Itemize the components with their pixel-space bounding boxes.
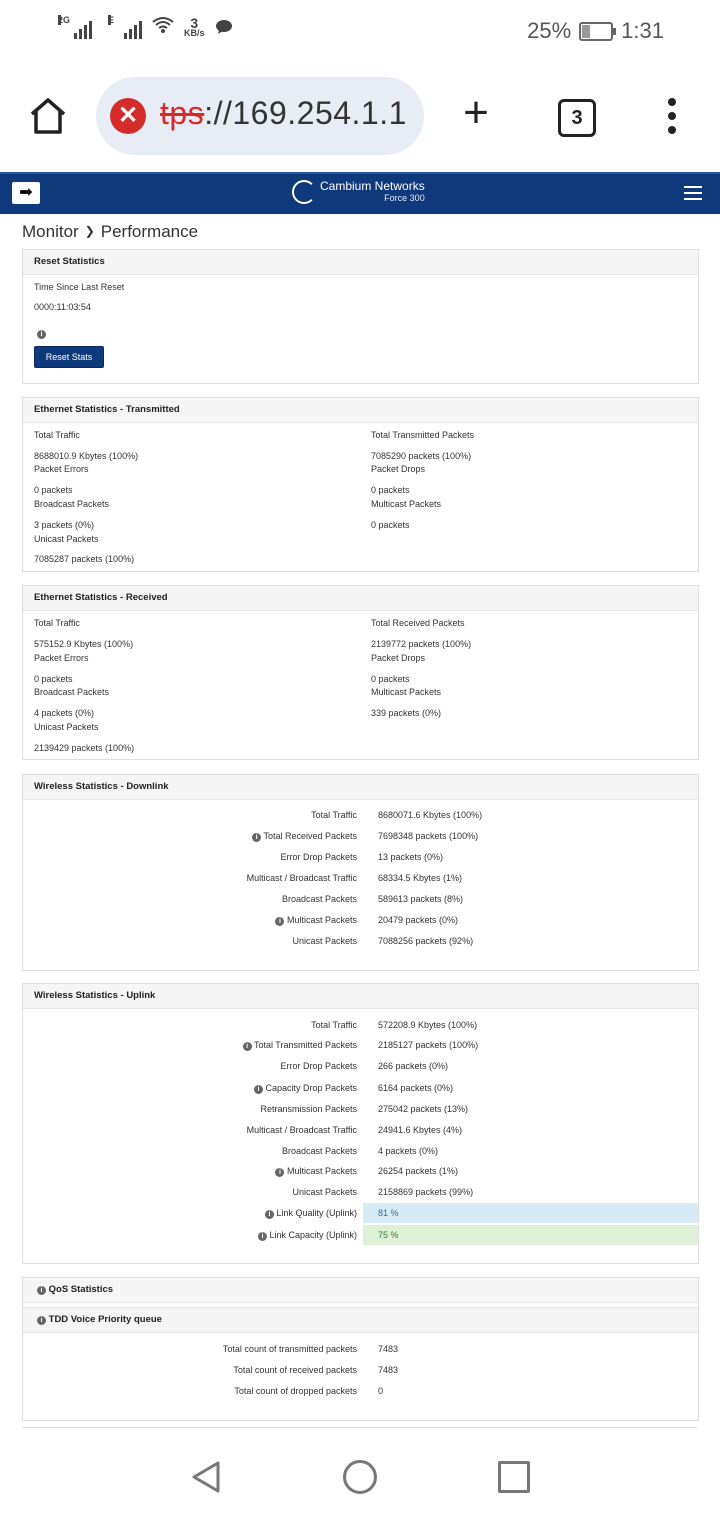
reset-stats-button[interactable]: Reset Stats — [34, 346, 104, 368]
hamburger-menu-icon[interactable] — [684, 186, 702, 200]
wifi-icon — [152, 16, 174, 40]
stat-label: Total Received Packets — [371, 618, 465, 628]
link-quality-highlight — [363, 1203, 698, 1223]
clock: 1:31 — [621, 18, 664, 43]
stat-row: Broadcast Packets 589613 packets (8%) — [281, 894, 464, 904]
tab-switcher-button[interactable]: 3 — [558, 99, 596, 137]
panel-title: Wireless Statistics - Uplink — [23, 984, 698, 1009]
stat-row: i Capacity Drop Packets 6164 packets (0%) — [23, 1078, 698, 1098]
stat-value: 0 packets — [371, 485, 410, 495]
brand-logo: Cambium Networks Force 300 — [292, 180, 425, 204]
url-text[interactable]: tps://169.254.1.1 — [160, 95, 407, 131]
signal-e-icon: E — [110, 17, 142, 39]
cambium-logo-icon — [292, 180, 316, 204]
reset-statistics-panel — [22, 249, 699, 384]
stat-row: Error Drop Packets 266 packets (0%) — [280, 1061, 449, 1071]
stat-value: 0 packets — [34, 485, 73, 495]
stat-row: Multicast / Broadcast Traffic 24941.6 Kbytes (4%) — [246, 1125, 463, 1135]
stat-row: Error Drop Packets 13 packets (0%) — [280, 852, 444, 862]
system-nav-bar — [0, 1430, 720, 1520]
stat-label: Unicast Packets — [34, 722, 99, 732]
stat-label: Multicast Packets — [371, 687, 442, 697]
stat-value: 4 packets (0%) — [34, 708, 95, 718]
stat-row: Unicast Packets 7088256 packets (92%) — [292, 936, 474, 946]
back-icon[interactable] — [190, 1460, 222, 1492]
stat-row: Broadcast Packets 4 packets (0%) — [281, 1146, 439, 1156]
stat-row: Total count of received packets 7483 — [233, 1365, 399, 1375]
qos-statistics-panel — [22, 1277, 699, 1421]
stat-label: Broadcast Packets — [34, 687, 110, 697]
info-icon[interactable]: i — [37, 330, 46, 339]
stat-row: Total count of dropped packets 0 — [234, 1386, 384, 1396]
stat-label: Packet Errors — [34, 653, 89, 663]
stat-value: 575152.9 Kbytes (100%) — [34, 639, 134, 649]
link-capacity-row: i Link Capacity (Uplink) 75 % — [23, 1225, 698, 1245]
stat-label: Unicast Packets — [34, 534, 99, 544]
stat-value: 0 packets — [371, 674, 410, 684]
stat-label: Broadcast Packets — [34, 499, 110, 509]
stat-value: 2139772 packets (100%) — [371, 639, 472, 649]
stat-label: Packet Errors — [34, 464, 89, 474]
panel-title: i QoS Statistics — [23, 1278, 698, 1303]
ethernet-rx-panel — [22, 585, 699, 760]
panel-title: Reset Statistics — [23, 250, 698, 275]
wireless-uplink-panel — [22, 983, 699, 1264]
panel-title: Wireless Statistics - Downlink — [23, 775, 698, 800]
info-icon[interactable]: i — [254, 1085, 263, 1094]
info-icon[interactable]: i — [243, 1042, 252, 1051]
stat-value: 339 packets (0%) — [371, 708, 442, 718]
breadcrumb-monitor[interactable]: Monitor — [22, 222, 79, 241]
app-header — [0, 172, 720, 214]
link-quality-row: i Link Quality (Uplink) 81 % — [23, 1203, 698, 1223]
stat-value: 3 packets (0%) — [34, 520, 95, 530]
home-icon[interactable] — [28, 96, 68, 136]
chevron-right-icon: ❯ — [84, 224, 95, 238]
stat-row: Multicast / Broadcast Traffic 68334.5 Kbytes (1%) — [246, 873, 463, 883]
stat-label: Packet Drops — [371, 653, 426, 663]
ethernet-tx-panel — [22, 397, 699, 572]
stat-label: Packet Drops — [371, 464, 426, 474]
stat-value: 0 packets — [371, 520, 410, 530]
new-tab-icon[interactable]: + — [463, 88, 489, 137]
info-icon[interactable]: i — [37, 1286, 46, 1295]
stat-value: 2139429 packets (100%) — [34, 743, 135, 753]
net-speed: 3 KB/s — [184, 15, 205, 38]
breadcrumb — [22, 222, 198, 242]
stat-value: 0 packets — [34, 674, 73, 684]
info-icon[interactable]: i — [275, 917, 284, 926]
recent-apps-icon[interactable] — [498, 1461, 530, 1493]
stat-label: Multicast Packets — [371, 499, 442, 509]
time-since-reset-label: Time Since Last Reset — [34, 282, 125, 292]
address-bar[interactable] — [96, 77, 424, 155]
insecure-icon[interactable]: ✕ — [110, 98, 146, 134]
sidebar-toggle-arrow-icon[interactable]: ➡ — [12, 182, 40, 204]
stat-label: Total Transmitted Packets — [371, 430, 475, 440]
stat-value: 8688010.9 Kbytes (100%) — [34, 451, 139, 461]
info-icon[interactable]: i — [37, 1316, 46, 1325]
signal-2g-icon: 2G — [60, 17, 92, 39]
stat-label: Total Traffic — [34, 618, 80, 628]
chat-bubble-icon — [215, 19, 233, 38]
battery-icon — [579, 22, 613, 41]
panel-title: Ethernet Statistics - Transmitted — [23, 398, 698, 423]
stat-row: Total count of transmitted packets 7483 — [222, 1344, 399, 1354]
more-menu-icon[interactable] — [664, 98, 680, 134]
stat-row: Total Traffic 8680071.6 Kbytes (100%) — [311, 810, 483, 820]
breadcrumb-performance: Performance — [100, 222, 199, 241]
wireless-downlink-panel — [22, 774, 699, 971]
info-icon[interactable]: i — [258, 1232, 267, 1241]
battery-percent: 25% — [527, 18, 572, 43]
stat-row: Retransmission Packets 275042 packets (13%) — [260, 1104, 469, 1114]
queue-title: i TDD Voice Priority queue — [23, 1307, 698, 1333]
stat-label: Total Traffic — [34, 430, 80, 440]
stat-row: Unicast Packets 2158869 packets (99%) — [292, 1187, 474, 1197]
stat-row: i Total Transmitted Packets 2185127 packets (100%) — [23, 1035, 698, 1055]
stat-row: i Total Received Packets 7698348 packets (100%) — [23, 826, 698, 846]
stat-value: 7085287 packets (100%) — [34, 554, 135, 564]
time-since-reset-value: 0000:11:03:54 — [34, 302, 91, 312]
stat-row: i Multicast Packets 20479 packets (0%) — [23, 910, 698, 930]
status-bar — [0, 0, 720, 62]
stat-value: 7085290 packets (100%) — [371, 451, 472, 461]
panel-title: Ethernet Statistics - Received — [23, 586, 698, 611]
stat-row: i Multicast Packets 26254 packets (1%) — [23, 1161, 698, 1181]
info-icon[interactable]: i — [265, 1210, 274, 1219]
link-capacity-highlight — [363, 1225, 698, 1245]
info-icon[interactable]: i — [275, 1168, 284, 1177]
stat-row: Total Traffic 572208.9 Kbytes (100%) — [311, 1020, 478, 1030]
info-icon[interactable]: i — [252, 833, 261, 842]
home-circle-icon[interactable] — [343, 1460, 377, 1494]
